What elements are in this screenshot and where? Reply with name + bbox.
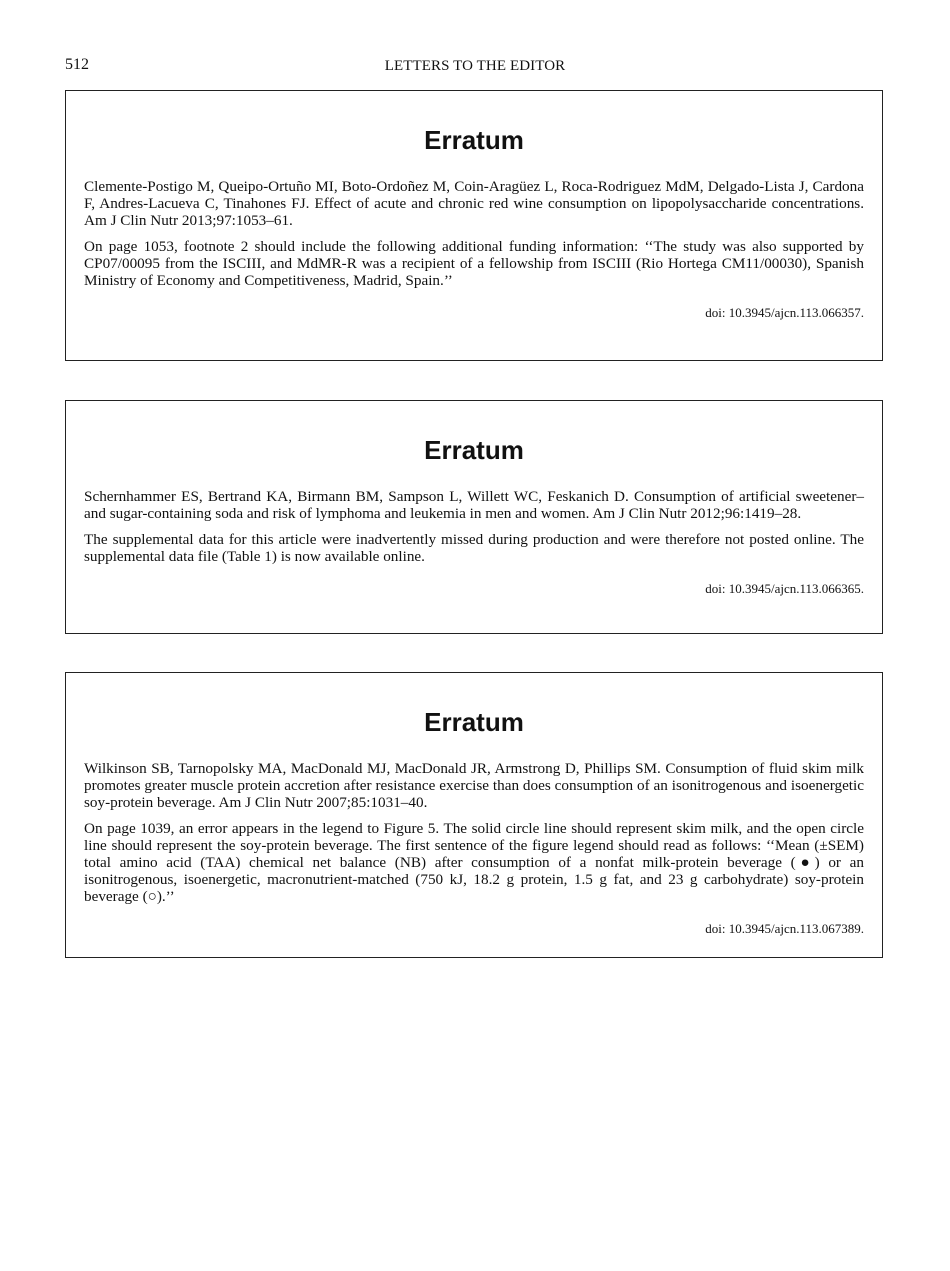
erratum-citation: Schernhammer ES, Bertrand KA, Birmann BM, Sampson L, Willett WC, Feskanich D. Consumption of artificial sweetener– and sugar-containing soda and risk of lymphoma and leukemia in men and women. Am J Clin Nutr 2012;96:1419–28. — [84, 488, 864, 522]
erratum-box — [65, 672, 883, 958]
erratum-correction-text: On page 1039, an error appears in the legend to Figure 5. The solid circle line should represent skim milk, and the open circle line should represent the soy-protein beverage. The first sentence of the figure legend should read as follows: ‘‘Mean (±SEM) total amino acid (TAA) chemical net balance (NB) after consumption of a nonfat milk-protein beverage (●) or an isonitrogenous, isoenergetic, macronutrient-matched (750 kJ, 18.2 g protein, 1.5 g fat, and 23 g carbohydrate) soy-protein beverage (○).’’ — [84, 820, 864, 905]
erratum-box — [65, 400, 883, 634]
erratum-title: Erratum — [424, 125, 524, 155]
erratum-title: Erratum — [424, 435, 524, 465]
erratum-box — [65, 90, 883, 361]
erratum-citation: Wilkinson SB, Tarnopolsky MA, MacDonald MJ, MacDonald JR, Armstrong D, Phillips SM. Consumption of fluid skim milk promotes greater muscle protein accretion after resistance exercise than does consumption of an isonitrogenous and isoenergetic soy-protein beverage. Am J Clin Nutr 2007;85:1031–40. — [84, 760, 864, 811]
running-head: LETTERS TO THE EDITOR — [384, 58, 566, 74]
erratum-doi: doi: 10.3945/ajcn.113.066365. — [705, 581, 864, 596]
erratum-correction-text: The supplemental data for this article were inadvertently missed during production and were therefore not posted online. The supplemental data file (Table 1) is now available online. — [84, 531, 864, 565]
erratum-doi: doi: 10.3945/ajcn.113.066357. — [705, 305, 864, 320]
erratum-citation: Clemente-Postigo M, Queipo-Ortuño MI, Boto-Ordoñez M, Coin-Aragüez L, Roca-Rodriguez MdM, Delgado-Lista J, Cardona F, Andres-Lacueva C, Tinahones FJ. Effect of acute and chronic red wine consumption on lipopolysaccharide concentrations. Am J Clin Nutr 2013;97:1053–61. — [84, 178, 864, 229]
erratum-title: Erratum — [424, 707, 524, 737]
page-number: 512 — [65, 56, 89, 73]
erratum-correction-text: On page 1053, footnote 2 should include the following additional funding information: ‘‘The study was also supported by CP07/00095 from the ISCIII, and MdMR-R was a recipient of a fellowship from ISCIII (Rio Hortega CM11/00030), Spanish Ministry of Economy and Competitiveness, Madrid, Spain.’’ — [84, 238, 864, 289]
erratum-doi: doi: 10.3945/ajcn.113.067389. — [705, 921, 864, 936]
